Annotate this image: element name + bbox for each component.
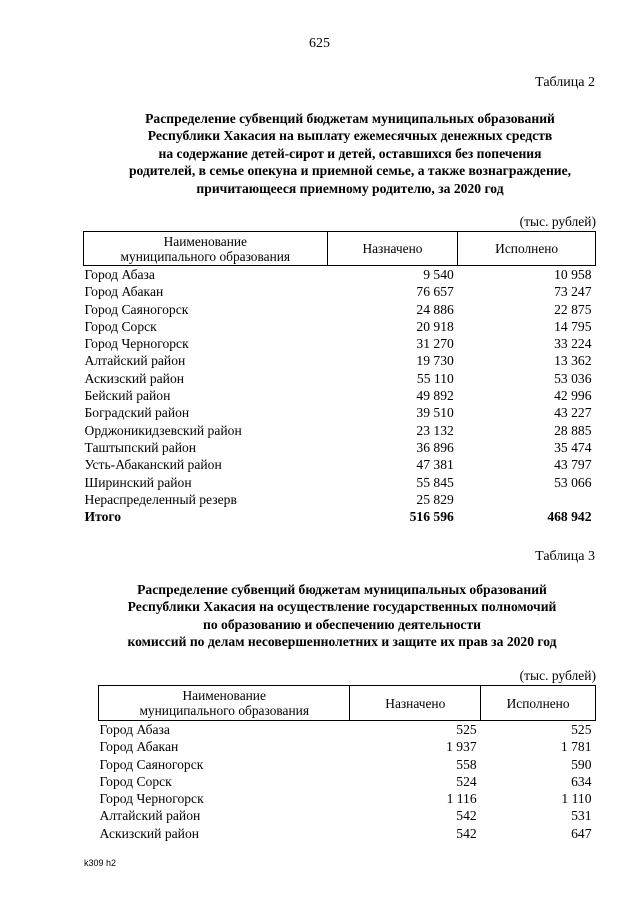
row-assigned: 55 110: [416, 370, 454, 386]
row-name: Таштыпский район: [84, 439, 197, 455]
table-row: [84, 352, 596, 369]
row-assigned: 25 829: [416, 491, 454, 507]
header-name-line1: Наименование: [182, 688, 266, 703]
row-executed: 525: [571, 722, 592, 737]
table2-title-line: Распределение субвенций бюджетам муниципальных образований: [145, 111, 555, 126]
row-executed: 13 362: [554, 353, 592, 369]
row-executed: 10 958: [554, 267, 592, 282]
total-assigned: 516 596: [409, 509, 454, 525]
row-executed: 590: [571, 756, 592, 772]
row-name: Аскизский район: [84, 370, 185, 386]
table3-title-line: Республики Хакасия на осуществление государственных полномочий: [127, 599, 557, 615]
row-name: Усть-Абаканский район: [84, 457, 222, 473]
row-assigned: 36 896: [416, 439, 454, 455]
table-row: [99, 773, 596, 790]
row-name: Город Сорск: [84, 318, 157, 334]
row-name: Город Абакан: [84, 284, 164, 300]
page-number: 625: [309, 36, 330, 51]
table3-title-line: по образованию и обеспечению деятельности: [203, 616, 481, 632]
table-row: [84, 474, 596, 491]
table3: [98, 685, 596, 842]
table-row: [99, 756, 596, 773]
row-executed: 634: [571, 773, 592, 789]
table2-units: (тыс. рублей): [519, 214, 596, 229]
row-assigned: 19 730: [416, 353, 454, 369]
row-name: Город Абакан: [99, 739, 179, 755]
row-name: Город Саяногорск: [99, 756, 204, 772]
table-row: [84, 318, 596, 335]
table2: [83, 231, 596, 525]
row-name: Аскизский район: [99, 825, 200, 841]
header-name-line2: муниципального образования: [139, 703, 309, 718]
row-executed: 42 996: [554, 388, 592, 404]
row-assigned: 55 845: [416, 474, 454, 490]
table-row: [99, 825, 596, 842]
row-executed: 28 885: [554, 422, 592, 438]
table-row: [99, 738, 596, 755]
table2-title-line: причитающееся приемному родителю, за 2020 год: [196, 180, 504, 196]
row-name: Город Абаза: [99, 722, 170, 737]
row-name: Ширинский район: [84, 474, 192, 490]
header-name-line1: Наименование: [163, 233, 248, 249]
table-row: [84, 422, 596, 439]
table3-header-assigned: Назначено: [350, 686, 481, 721]
table2-header-name: [84, 232, 328, 266]
table2-title: [70, 110, 630, 197]
row-assigned: 24 886: [416, 301, 454, 317]
row-executed: 53 036: [554, 370, 592, 386]
table-row: [99, 790, 596, 807]
row-assigned: 9 540: [423, 267, 454, 282]
table2-label: Таблица 2: [535, 75, 595, 90]
table2-title-line: на содержание детей-сирот и детей, оставшихся без попечения: [158, 145, 542, 161]
table-row: [84, 491, 596, 508]
table3-label: Таблица 3: [535, 549, 595, 564]
table3-title-line: комиссий по делам несовершеннолетних и защите их прав за 2020 год: [127, 634, 557, 650]
row-name: Город Черногорск: [99, 791, 204, 807]
table2-title-line: родителей, в семье опекуна и приемной семье, а также вознаграждение,: [128, 163, 572, 179]
table2-title-line: Республики Хакасия на выплату ежемесячных денежных средств: [147, 128, 553, 144]
table-row: [84, 456, 596, 473]
table3-title: [62, 581, 622, 651]
table-row: [84, 283, 596, 300]
row-name: Боградский район: [84, 405, 190, 421]
row-name: Город Сорск: [99, 773, 172, 789]
row-executed: 53 066: [554, 474, 592, 490]
row-assigned: 542: [456, 825, 477, 841]
row-name: Нераспределенный резерв: [84, 491, 237, 507]
row-executed: 43 227: [554, 405, 592, 421]
total-executed: 468 942: [547, 509, 592, 525]
row-executed: [458, 491, 596, 508]
row-assigned: 47 381: [416, 457, 454, 473]
row-name: Алтайский район: [84, 353, 186, 369]
row-executed: 531: [571, 808, 592, 824]
table3-header-executed: Исполнено: [481, 686, 596, 721]
row-executed: 35 474: [554, 439, 592, 455]
row-name: Город Саяногорск: [84, 301, 189, 317]
row-assigned: 20 918: [416, 318, 454, 334]
row-executed: 1 781: [560, 739, 592, 755]
table-total-row: [84, 508, 596, 525]
table2-header-executed: Исполнено: [458, 232, 596, 266]
table-row: [84, 404, 596, 421]
table3-header-name: [99, 686, 350, 721]
row-assigned: 525: [456, 722, 477, 737]
table-row: [84, 370, 596, 387]
header-name-line2: муниципального образования: [120, 248, 291, 264]
row-assigned: 31 270: [416, 336, 454, 352]
row-assigned: 23 132: [416, 422, 454, 438]
row-executed: 73 247: [554, 284, 592, 300]
row-executed: 647: [571, 825, 592, 841]
table2-header-assigned: Назначено: [327, 232, 458, 266]
row-executed: 43 797: [554, 457, 592, 473]
row-assigned: 558: [456, 756, 477, 772]
footer-code: k309 h2: [84, 858, 117, 868]
table3-title-line: Распределение субвенций бюджетам муниципальных образований: [137, 582, 547, 597]
row-executed: 14 795: [554, 318, 592, 334]
row-assigned: 524: [456, 773, 477, 789]
table-row: [84, 439, 596, 456]
row-assigned: 49 892: [416, 388, 454, 404]
row-name: Город Абаза: [84, 267, 155, 282]
total-name: Итого: [84, 509, 121, 525]
row-assigned: 542: [456, 808, 477, 824]
row-assigned: 76 657: [416, 284, 454, 300]
table-row: [84, 335, 596, 352]
row-name: Город Черногорск: [84, 336, 189, 352]
row-name: Орджоникидзевский район: [84, 422, 242, 438]
row-assigned: 1 937: [446, 739, 477, 755]
table-row: [99, 807, 596, 824]
table-row: [84, 266, 596, 284]
row-assigned: 39 510: [416, 405, 454, 421]
table-row: [99, 721, 596, 739]
table3-units: (тыс. рублей): [519, 668, 596, 683]
row-assigned: 1 116: [446, 791, 477, 807]
row-executed: 1 110: [561, 791, 592, 807]
row-executed: 33 224: [554, 336, 592, 352]
row-name: Бейский район: [84, 388, 171, 404]
row-executed: 22 875: [554, 301, 592, 317]
table-row: [84, 387, 596, 404]
row-name: Алтайский район: [99, 808, 201, 824]
table-row: [84, 301, 596, 318]
